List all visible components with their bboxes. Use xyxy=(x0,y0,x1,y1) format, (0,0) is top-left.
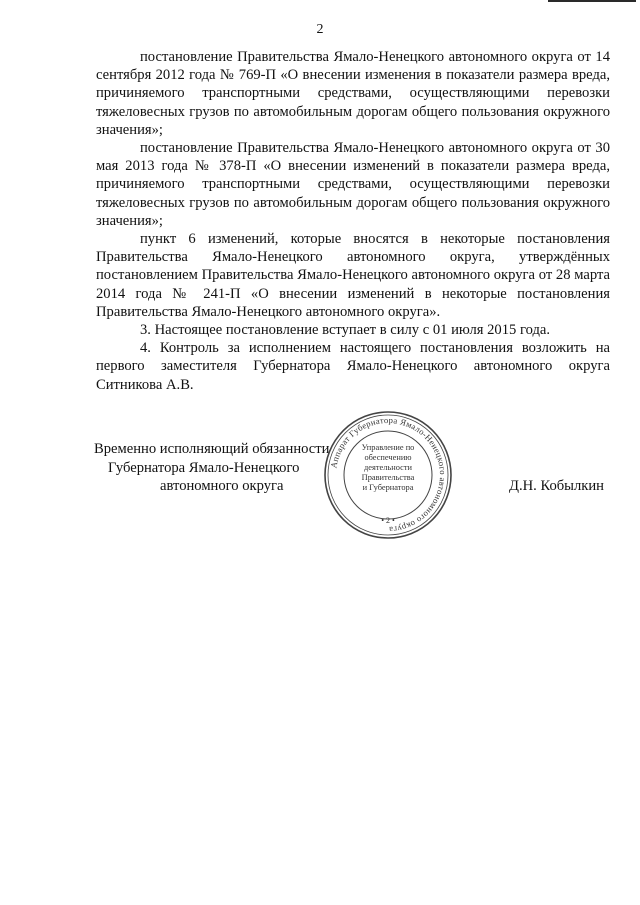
signature-title-line-3: автономного округа xyxy=(160,478,284,495)
top-rule xyxy=(548,0,636,2)
official-stamp xyxy=(322,409,454,541)
svg-text:Аппарат Губернатора Ямало-Нене: Аппарат Губернатора Ямало-Ненецкого автономного округа xyxy=(328,414,449,536)
signature-block xyxy=(94,440,329,496)
signature-title-line-2: Губернатора Ямало-Ненецкого xyxy=(108,459,300,476)
stamp-number: • 2 • xyxy=(381,516,395,525)
signature-title-line-1: Временно исполняющий обязанности xyxy=(94,441,330,457)
stamp-center-text: Управление по обеспечению деятельности Правительства и Губернатора xyxy=(361,443,415,492)
signatory-name: Д.Н. Кобылкин xyxy=(509,478,604,494)
paragraph-item-6: пункт 6 изменений, которые вносятся в некоторые постановления Правительства Ямало-Ненецкого автономного округа, утверждённых постановлением Правительства Ямало-Ненецкого автономного округа от 28 марта 2014 года № 241-П «О внесении изменений в некоторые постановления Правительства Ямало-Ненецкого автономного округа». xyxy=(96,231,610,320)
paragraph-effective-date: 3. Настоящее постановление вступает в силу с 01 июля 2015 года. xyxy=(140,322,550,339)
paragraph-resolution-769: постановление Правительства Ямало-Ненецкого автономного округа от 14 сентября 2012 года № 769-П «О внесении изменения в показатели размера вреда, причиняемого транспортными средствами, осуществляющими перевозки тяжеловесных грузов по автомобильным дорогам общего пользования окружного значения»; xyxy=(96,49,610,138)
paragraph-control: 4. Контроль за исполнением настоящего постановления возложить на первого заместителя Губернатора Ямало-Ненецкого автономного округа Ситникова А.В. xyxy=(96,340,610,393)
page-number: 2 xyxy=(316,22,324,37)
body-text xyxy=(96,48,610,394)
paragraph-resolution-378: постановление Правительства Ямало-Ненецкого автономного округа от 30 мая 2013 года № 378-П «О внесении изменений в показатели размера вреда, причиняемого транспортными средствами, осуществляющими перевозки тяжеловесных грузов по автомобильным дорогам общего пользования окружного значения»; xyxy=(96,140,610,229)
